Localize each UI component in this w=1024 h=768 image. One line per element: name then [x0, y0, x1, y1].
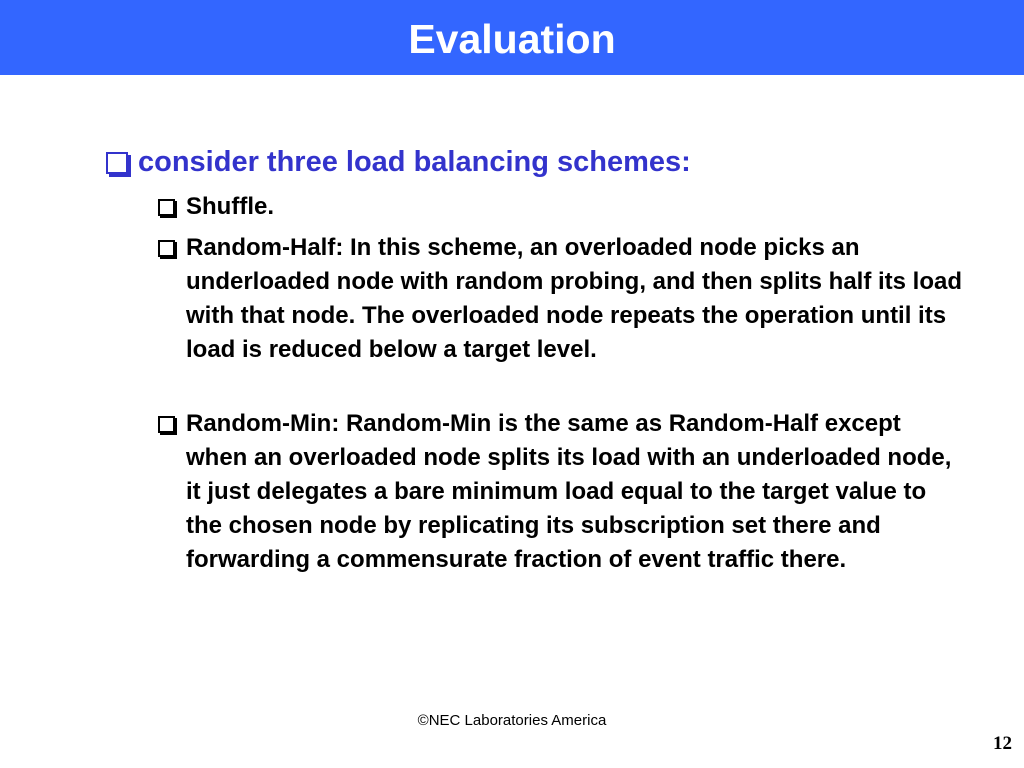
main-bullet-text: consider three load balancing schemes:: [138, 146, 691, 178]
sub-bullet-text: Random-Half: In this scheme, an overloaded node picks an underloaded node with random probing, and then splits half its load with that node. The overloaded node repeats the operation until its load is reduced below a target level.: [186, 234, 963, 363]
sub-bullet-random-min: [158, 407, 968, 577]
sub-bullet-random-half: [158, 231, 968, 367]
sub-bullet-shuffle: [158, 190, 968, 224]
footer-copyright: ©NEC Laboratories America: [417, 712, 607, 729]
page-number: 12: [993, 733, 1012, 754]
checkbox-square-icon: [158, 199, 175, 216]
sub-bullet-text: Random-Min: Random-Min is the same as Random-Half except when an overloaded node splits its load with an underloaded node, it just delegates a bare minimum load equal to the target value to the chosen node by replicating its subscription set there and forwarding a commensurate fraction of event traffic there.: [186, 410, 952, 573]
main-bullet: [106, 144, 986, 180]
sub-bullet-text: Shuffle.: [186, 193, 274, 220]
checkbox-square-icon: [158, 240, 175, 257]
checkbox-square-icon: [106, 152, 128, 174]
checkbox-square-icon: [158, 416, 175, 433]
slide-title: Evaluation: [408, 16, 616, 62]
